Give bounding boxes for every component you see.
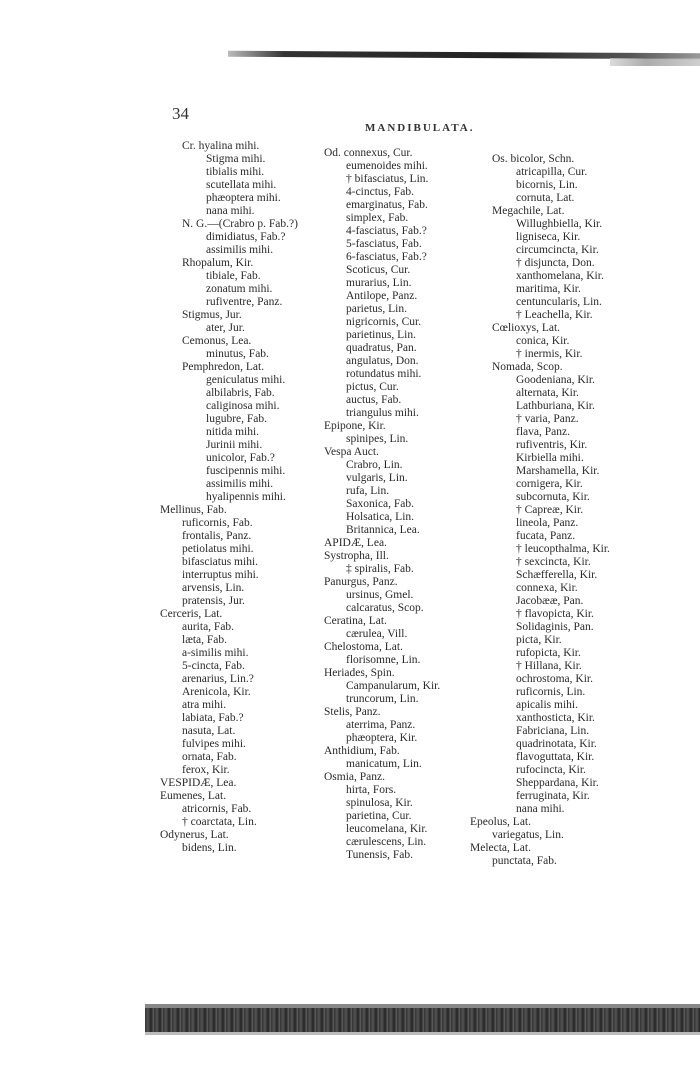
page-bottom-edge-shadow bbox=[145, 1032, 700, 1035]
index-entry: † flavopicta, Kir. bbox=[516, 608, 594, 620]
index-entry: petiolatus mihi. bbox=[182, 543, 254, 555]
index-entry: Antilope, Panz. bbox=[346, 290, 418, 302]
index-entry: assimilis mihi. bbox=[206, 478, 274, 490]
index-entry: Stelis, Panz. bbox=[324, 706, 381, 718]
index-entry: maritima, Kir. bbox=[516, 283, 581, 295]
index-entry: fuscipennis mihi. bbox=[206, 465, 286, 477]
index-entry: ‡ spiralis, Fab. bbox=[346, 563, 414, 575]
index-entry: nasuta, Lat. bbox=[182, 725, 236, 737]
index-entry: † leucopthalma, Kir. bbox=[516, 543, 610, 555]
index-entry: † disjuncta, Don. bbox=[516, 257, 595, 269]
index-entry: † varia, Panz. bbox=[516, 413, 579, 425]
index-entry: † Hillana, Kir. bbox=[516, 660, 582, 672]
running-head: MANDIBULATA. bbox=[365, 122, 475, 134]
index-entry: Panurgus, Panz. bbox=[324, 576, 398, 588]
index-entry: cornigera, Kir. bbox=[516, 478, 583, 490]
index-entry: Os. bicolor, Schn. bbox=[492, 153, 575, 165]
index-entry: Ceratina, Lat. bbox=[324, 615, 387, 627]
index-entry: Stigma mihi. bbox=[206, 153, 266, 165]
index-entry: nana mihi. bbox=[206, 205, 255, 217]
index-entry: † Leachella, Kir. bbox=[516, 309, 593, 321]
index-entry: Epeolus, Lat. bbox=[470, 816, 531, 828]
index-entry: 4-fasciatus, Fab.? bbox=[346, 225, 427, 237]
index-entry: Melecta, Lat. bbox=[470, 842, 531, 854]
index-entry: ruficornis, Fab. bbox=[182, 517, 253, 529]
index-entry: cærulea, Vill. bbox=[346, 628, 408, 640]
index-entry: tibiale, Fab. bbox=[206, 270, 261, 282]
index-entry: Rhopalum, Kir. bbox=[182, 257, 254, 269]
index-entry: Lathburiana, Kir. bbox=[516, 400, 595, 412]
index-entry: assimilis mihi. bbox=[206, 244, 274, 256]
index-entry: ruficornis, Lin. bbox=[516, 686, 586, 698]
index-entry: læta, Fab. bbox=[182, 634, 228, 646]
index-entry: bidens, Lin. bbox=[182, 842, 237, 854]
index-column-3 bbox=[470, 153, 650, 868]
index-entry: ornata, Fab. bbox=[182, 751, 237, 763]
index-entry: Willughbiella, Kir. bbox=[516, 218, 603, 230]
index-entry: Solidaginis, Pan. bbox=[516, 621, 594, 633]
index-entry: aurita, Fab. bbox=[182, 621, 235, 633]
index-entry: nigricornis, Cur. bbox=[346, 316, 422, 328]
index-entry: 4-cinctus, Fab. bbox=[346, 186, 415, 198]
index-entry: APIDÆ, Lea. bbox=[324, 537, 387, 549]
index-entry: aterrima, Panz. bbox=[346, 719, 416, 731]
index-entry: nitida mihi. bbox=[206, 426, 260, 438]
index-entry: ursinus, Gmel. bbox=[346, 589, 414, 601]
index-entry: variegatus, Lin. bbox=[492, 829, 564, 841]
index-entry: hyalipennis mihi. bbox=[206, 491, 286, 503]
index-entry: truncorum, Lin. bbox=[346, 693, 419, 705]
index-entry: calcaratus, Scop. bbox=[346, 602, 424, 614]
index-entry: Goodeniana, Kir. bbox=[516, 374, 595, 386]
index-entry: arenarius, Lin.? bbox=[182, 673, 254, 685]
index-entry: 6-fasciatus, Fab.? bbox=[346, 251, 427, 263]
index-entry: atricornis, Fab. bbox=[182, 803, 252, 815]
index-entry: rufocincta, Kir. bbox=[516, 764, 586, 776]
index-entry: † bifasciatus, Lin. bbox=[346, 173, 429, 185]
index-entry: spinipes, Lin. bbox=[346, 433, 409, 445]
index-entry: Britannica, Lea. bbox=[346, 524, 420, 536]
index-entry: geniculatus mihi. bbox=[206, 374, 286, 386]
index-entry: eumenoides mihi. bbox=[346, 160, 428, 172]
index-entry: conica, Kir. bbox=[516, 335, 570, 347]
index-entry: apicalis mihi. bbox=[516, 699, 578, 711]
index-entry: angulatus, Don. bbox=[346, 355, 419, 367]
index-entry: ferruginata, Kir. bbox=[516, 790, 590, 802]
index-entry: bicornis, Lin. bbox=[516, 179, 578, 191]
index-entry: nana mihi. bbox=[516, 803, 565, 815]
index-entry: pratensis, Jur. bbox=[182, 595, 245, 607]
index-entry: Anthidium, Fab. bbox=[324, 745, 400, 757]
index-entry: a-similis mihi. bbox=[182, 647, 249, 659]
index-entry: Megachile, Lat. bbox=[492, 205, 565, 217]
index-entry: quadrinotata, Kir. bbox=[516, 738, 597, 750]
index-entry: Stigmus, Jur. bbox=[182, 309, 242, 321]
index-entry: manicatum, Lin. bbox=[346, 758, 422, 770]
index-entry: albilabris, Fab. bbox=[206, 387, 275, 399]
index-entry: alternata, Kir. bbox=[516, 387, 579, 399]
index-entry: † Capreæ, Kir. bbox=[516, 504, 584, 516]
index-entry: Saxonica, Fab. bbox=[346, 498, 415, 510]
index-entry: vulgaris, Lin. bbox=[346, 472, 408, 484]
index-entry: rotundatus mihi. bbox=[346, 368, 422, 380]
index-entry: Holsatica, Lin. bbox=[346, 511, 415, 523]
index-entry: rufopicta, Kir. bbox=[516, 647, 581, 659]
index-entry: lineola, Panz. bbox=[516, 517, 579, 529]
index-entry: pictus, Cur. bbox=[346, 381, 399, 393]
index-entry: parietus, Lin. bbox=[346, 303, 407, 315]
index-entry: picta, Kir. bbox=[516, 634, 562, 646]
index-entry: ochrostoma, Kir. bbox=[516, 673, 593, 685]
index-entry: Tunensis, Fab. bbox=[346, 849, 413, 861]
index-entry: fucata, Panz. bbox=[516, 530, 576, 542]
index-entry: flavoguttata, Kir. bbox=[516, 751, 595, 763]
index-entry: fulvipes mihi. bbox=[182, 738, 246, 750]
index-entry: quadratus, Pan. bbox=[346, 342, 417, 354]
index-entry: phæoptera mihi. bbox=[206, 192, 281, 204]
index-entry: Nomada, Scop. bbox=[492, 361, 563, 373]
index-entry: tibialis mihi. bbox=[206, 166, 265, 178]
index-entry: 5-fasciatus, Fab. bbox=[346, 238, 422, 250]
index-entry: Cœlioxys, Lat. bbox=[492, 322, 561, 334]
index-entry: atra mihi. bbox=[182, 699, 227, 711]
index-entry: punctata, Fab. bbox=[492, 855, 557, 867]
index-entry: Chelostoma, Lat. bbox=[324, 641, 403, 653]
index-entry: Mellinus, Fab. bbox=[160, 504, 227, 516]
index-entry: Vespa Auct. bbox=[324, 446, 379, 458]
index-entry: triangulus mihi. bbox=[346, 407, 419, 419]
index-entry: Marshamella, Kir. bbox=[516, 465, 600, 477]
index-entry: dimidiatus, Fab.? bbox=[206, 231, 286, 243]
index-entry: rufiventris, Kir. bbox=[516, 439, 588, 451]
index-entry: Schæfferella, Kir. bbox=[516, 569, 598, 581]
index-entry: † coarctata, Lin. bbox=[182, 816, 257, 828]
index-entry: Jurinii mihi. bbox=[206, 439, 263, 451]
index-entry: circumcincta, Kir. bbox=[516, 244, 599, 256]
index-entry: parietinus, Lin. bbox=[346, 329, 416, 341]
index-entry: † sexcincta, Kir. bbox=[516, 556, 591, 568]
index-entry: minutus, Fab. bbox=[206, 348, 269, 360]
index-entry: Jacobææ, Pan. bbox=[516, 595, 584, 607]
index-entry: labiata, Fab.? bbox=[182, 712, 244, 724]
index-entry: frontalis, Panz. bbox=[182, 530, 252, 542]
index-entry: rufa, Lin. bbox=[346, 485, 390, 497]
index-entry: auctus, Fab. bbox=[346, 394, 402, 406]
page-bottom-edge bbox=[145, 1008, 700, 1032]
index-entry: subcornuta, Kir. bbox=[516, 491, 590, 503]
index-entry: scutellata mihi. bbox=[206, 179, 277, 191]
index-entry: flava, Panz. bbox=[516, 426, 570, 438]
index-entry: xanthomelana, Kir. bbox=[516, 270, 604, 282]
index-entry: ater, Jur. bbox=[206, 322, 245, 334]
index-entry: cornuta, Lat. bbox=[516, 192, 575, 204]
index-entry: atricapilla, Cur. bbox=[516, 166, 588, 178]
index-entry: lugubre, Fab. bbox=[206, 413, 268, 425]
index-entry: Osmia, Panz. bbox=[324, 771, 386, 783]
index-entry: centuncularis, Lin. bbox=[516, 296, 602, 308]
index-entry: Od. connexus, Cur. bbox=[324, 147, 413, 159]
index-entry: Cerceris, Lat. bbox=[160, 608, 223, 620]
index-entry: arvensis, Lin. bbox=[182, 582, 245, 594]
index-entry: hirta, Fors. bbox=[346, 784, 397, 796]
index-entry: Campanularum, Kir. bbox=[346, 680, 441, 692]
index-entry: connexa, Kir. bbox=[516, 582, 578, 594]
index-entry: Sheppardana, Kir. bbox=[516, 777, 599, 789]
index-entry: simplex, Fab. bbox=[346, 212, 409, 224]
index-entry: spinulosa, Kir. bbox=[346, 797, 413, 809]
index-entry: † inermis, Kir. bbox=[516, 348, 583, 360]
index-entry: interruptus mihi. bbox=[182, 569, 259, 581]
index-column-1 bbox=[160, 140, 340, 855]
index-entry: Kirbiella mihi. bbox=[516, 452, 584, 464]
index-entry: emarginatus, Fab. bbox=[346, 199, 428, 211]
index-entry: Heriades, Spin. bbox=[324, 667, 395, 679]
page-top-edge-shadow bbox=[610, 58, 700, 66]
index-entry: phæoptera, Kir. bbox=[346, 732, 418, 744]
index-entry: unicolor, Fab.? bbox=[206, 452, 275, 464]
index-entry: N. G.—(Crabro p. Fab.?) bbox=[182, 218, 298, 230]
page-number: 34 bbox=[172, 104, 189, 123]
index-entry: Fabriciana, Lin. bbox=[516, 725, 590, 737]
index-entry: xanthosticta, Kir. bbox=[516, 712, 595, 724]
index-entry: Eumenes, Lat. bbox=[160, 790, 227, 802]
index-entry: Systropha, Ill. bbox=[324, 550, 389, 562]
index-entry: Crabro, Lin. bbox=[346, 459, 403, 471]
index-entry: florisomne, Lin. bbox=[346, 654, 421, 666]
index-entry: caliginosa mihi. bbox=[206, 400, 280, 412]
index-entry: cærulescens, Lin. bbox=[346, 836, 427, 848]
index-entry: 5-cincta, Fab. bbox=[182, 660, 245, 672]
index-entry: Scoticus, Cur. bbox=[346, 264, 411, 276]
index-entry: Pemphredon, Lat. bbox=[182, 361, 265, 373]
index-entry: parietina, Cur. bbox=[346, 810, 412, 822]
index-entry: ligniseca, Kir. bbox=[516, 231, 581, 243]
index-entry: zonatum mihi. bbox=[206, 283, 273, 295]
index-entry: murarius, Lin. bbox=[346, 277, 412, 289]
index-entry: leucomelana, Kir. bbox=[346, 823, 428, 835]
index-entry: bifasciatus mihi. bbox=[182, 556, 259, 568]
index-entry: ferox, Kir. bbox=[182, 764, 230, 776]
index-entry: VESPIDÆ, Lea. bbox=[160, 777, 237, 789]
index-entry: Arenicola, Kir. bbox=[182, 686, 251, 698]
index-entry: Epipone, Kir. bbox=[324, 420, 386, 432]
index-entry: Odynerus, Lat. bbox=[160, 829, 229, 841]
index-entry: rufiventre, Panz. bbox=[206, 296, 283, 308]
index-entry: Cemonus, Lea. bbox=[182, 335, 252, 347]
index-entry: Cr. hyalina mihi. bbox=[182, 140, 260, 152]
